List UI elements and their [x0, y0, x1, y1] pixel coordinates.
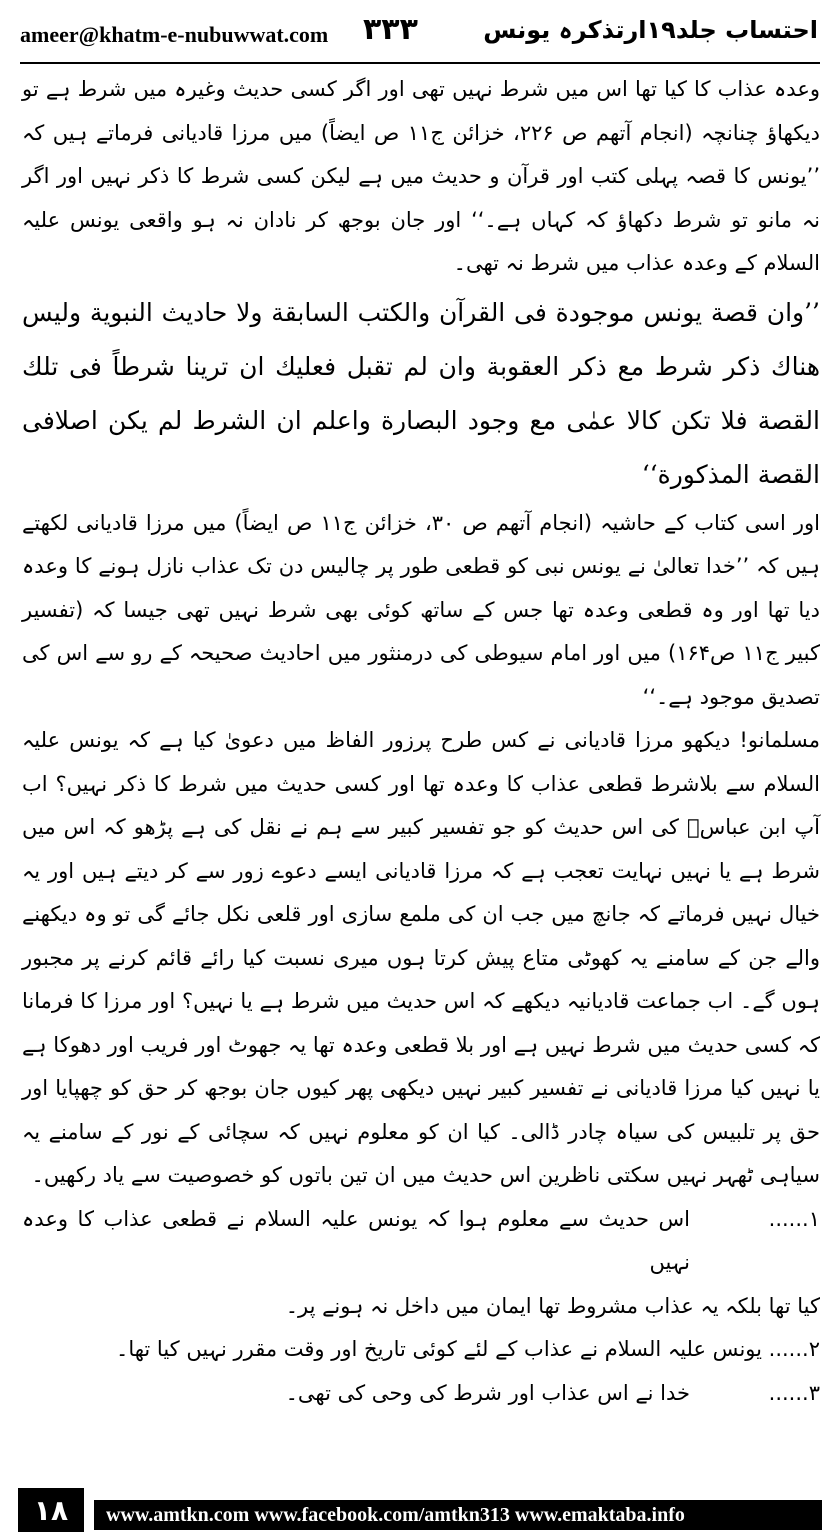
paragraph-2: اور اسی کتاب کے حاشیہ (انجام آتھم ص ۳۰، خزائن ج۱۱ ص ایضاً) میں مرزا قادیانی لکھتے ہیں کہ ’’خدا تعالیٰ نے یونس نبی کو قطعی طور پر چالیس دن تک عذاب نازل ہونے کا وعدہ دیا تھا اور وہ قطعی وعدہ تھا جس کے ساتھ کوئی بھی شرط نہیں تھی جیسا کہ (تفسیر کبیر ج۱۱ ص۱۶۴) میں اور امام سیوطی کی درمنثور میں احادیث صحیحہ کے رو سے اس کی تصدیق موجود ہے۔‘‘ — [22, 510, 820, 709]
header-email: ameer@khatm-e-nubuwwat.com — [20, 22, 329, 47]
page-body — [22, 68, 820, 1415]
header-page-number: ۳۳۳ — [363, 12, 418, 47]
header-book-title: احتساب جلد۱۹ارتذکرہ یونس — [483, 16, 818, 44]
page-footer — [18, 1488, 822, 1532]
footer-links: www.amtkn.com www.facebook.com/amtkn313 www.emaktaba.info — [106, 1504, 685, 1526]
footer-links-bar — [94, 1500, 822, 1530]
footer-page-number — [18, 1488, 84, 1532]
arabic-quote: ’’وان قصة يونس موجودة فى القرآن والكتب السابقة ولا حاديث النبوية وليس هناك ذكر شرط مع ذكر العقوبة وان لم تقبل فعليك ان ترينا شرطاً فى تلك القصة فلا تكن كالا عمٰى مع وجود البصارة واعلم ان الشرط لم يكن اصلافى القصة المذكورة‘‘ — [22, 297, 820, 489]
paragraph-3: مسلمانو! دیکھو مرزا قادیانی نے کس طرح پرزور الفاظ میں دعویٰ کیا ہے کہ یونس علیہ السلام سے بلاشرط قطعی عذاب کا وعدہ تھا اور کسی حدیث میں شرط کا ذکر نہیں؟ اب آپ ابن عباسؓ کی اس حدیث کو جو تفسیر کبیر سے ہم نے نقل کی ہے پڑھو کہ اس میں شرط ہے یا نہیں نہایت تعجب ہے کہ مرزا قادیانی ایسے دعوے زور سے کر دیتے ہیں اور یہ خیال نہیں فرماتے کہ جانچ میں جب ان کی ملمع سازی اور قلعی نکل جائے گی تو وہ دیکھنے والے جن کے سامنے یہ کھوٹی متاع پیش کرتا ہوں میری نسبت کیا رائے قائم کرنے پر مجبور ہوں گے۔ اب جماعت قادیانیہ دیکھے کہ اس حدیث میں شرط ہے یا نہیں؟ اور مرزا کا فرمانا کہ کسی حدیث میں شرط نہیں ہے اور بلا قطعی وعدہ تھا یہ جھوٹ اور فریب اور دھوکا ہے یا نہیں کیا مرزا قادیانی نے تفسیر کبیر نہیں دیکھی پھر کیوں جان بوجھ کر حق کو چھپایا اور حق پر تلبیس کی سیاہ چادر ڈالی۔ کیا ان کو معلوم نہیں کہ سچائی کے نور کے سامنے یہ سیاہی ٹھہر نہیں سکتی ناظرین اس حدیث میں ان تین باتوں کو خصوصیت سے یاد رکھیں۔ — [22, 728, 820, 1187]
list-item-text: خدا نے اس عذاب اور شرط کی وحی کی تھی۔ — [285, 1380, 690, 1405]
header-divider — [20, 62, 820, 64]
list-item-text: اس حدیث سے معلوم ہوا کہ یونس علیہ السلام نے قطعی عذاب کا وعدہ نہیں — [22, 1206, 690, 1274]
list-item-1-continuation: کیا تھا بلکہ یہ عذاب مشروط تھا ایمان میں داخل نہ ہونے پر۔ — [285, 1293, 820, 1318]
list-item-3 — [22, 1372, 820, 1416]
footer-page-number-text: ۱۸ — [33, 1493, 69, 1527]
paragraph-1: وعدہ عذاب کا کیا تھا اس میں شرط نہیں تھی اور اگر کسی حدیث وغیرہ میں شرط ہے تو دیکھاؤ چنانچہ (انجام آتھم ص ۲۲۶، خزائن ج۱۱ ص ایضاً) میں مرزا قادیانی فرماتے ہیں کہ ’’یونس کا قصہ پہلی کتب اور قرآن و حدیث میں ہے لیکن کسی شرط کا ذکر نہیں اور اگر نہ مانو تو شرط دکھاؤ کہ کہاں ہے۔‘‘ اور جان بوجھ کر نادان نہ ہو واقعی یونس علیہ السلام کے وعدہ عذاب میں شرط نہ تھی۔ — [22, 77, 821, 275]
page-header — [20, 10, 818, 58]
list-item-number: ۲...... — [768, 1337, 820, 1361]
list-item-text: یونس علیہ السلام نے عذاب کے لئے کوئی تاریخ اور وقت مقرر نہیں کیا تھا۔ — [116, 1337, 762, 1361]
list-item-number: ۳...... — [768, 1380, 820, 1405]
list-item-2 — [22, 1328, 820, 1372]
list-item-number: ۱...... — [768, 1206, 820, 1231]
list-item-1 — [22, 1198, 820, 1285]
